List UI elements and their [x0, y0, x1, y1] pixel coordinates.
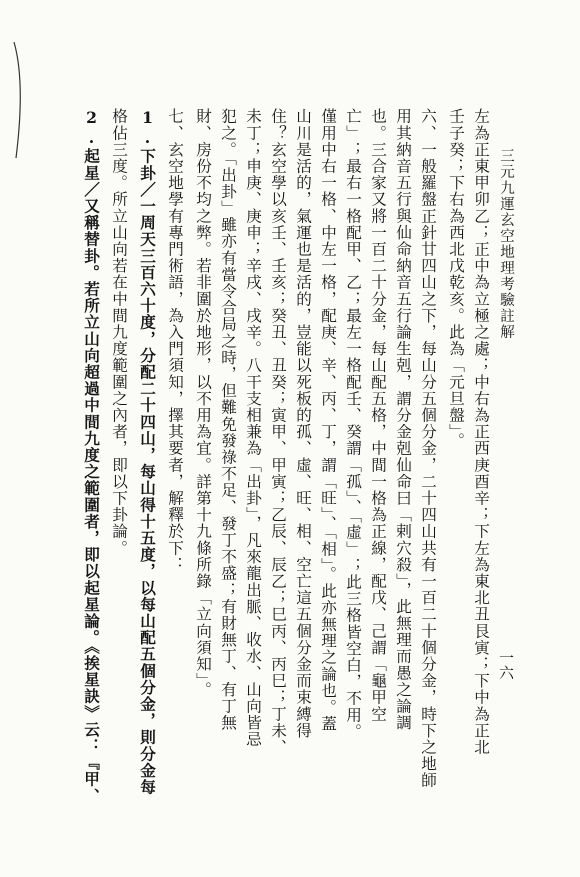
- text-column-13: 七、玄空地學有專門術語，為入門須知，擇其要者，解釋於下：: [166, 108, 184, 573]
- text-column-8: 山川是活的，氣運也是活的，豈能以死板的孤、虛、旺、相、空亡這五個分金而束縛得: [294, 108, 312, 739]
- text-column-12: 財、房份不均之弊。若非圍於地形，以不用為宜。詳第十九條所錄「立向須知」。: [194, 108, 212, 698]
- text-column-6: 亡」；最右一格配甲、乙；最左一格配壬、癸謂「孤」、「虛」；此三格皆空白，不用。: [344, 108, 362, 740]
- text-column-2: 壬子癸；下右為西北戊乾亥。此為「元旦盤」。: [447, 108, 465, 449]
- text-column-5: 也。三合家又將一百二十分金，每山配五格，中間一格為正線，配戊、己謂「龜甲空: [369, 108, 387, 723]
- text-column-9: 住？玄空學以亥壬、壬亥；癸丑、丑癸；寅甲、甲寅；乙辰、辰乙；巳丙、丙巳；丁未、: [269, 108, 287, 756]
- text-column-4: 用其納音五行與仙命納音五行論生剋，謂分金剋仙命曰「剌穴殺」，此無理而愚之論調: [394, 108, 412, 731]
- text-column-3: 六、一般羅盤正針廿四山之下，每山分五個分金，二十四山共有一百二十個分金，時下之地師: [419, 108, 437, 789]
- page-number: 一六: [497, 650, 515, 680]
- text-column-14: 1.下卦／一周天三百六十度，分配二十四山，每山得十五度，以每山配五個分金，則分金每: [138, 108, 157, 796]
- text-column-10: 未丁；申庚、庚申；辛戌、戌辛。八干支相兼為「出卦」，凡來龍出脈、收水、山向皆忌: [244, 108, 262, 748]
- text-column-16: 2.起星／又稱替卦。若所立山向超過中間九度之範圍者，即以起星論。《挨星訣》云：『甲、: [82, 108, 101, 805]
- text-column-15: 格佔三度。所立山向若在中間九度範圍之內者，即以下卦論。: [110, 108, 128, 557]
- text-column-1: 左為正東甲卯乙；正中為立極之處；中右為正西庚酉辛；下左為東北丑艮寅；下中為正北: [472, 108, 490, 756]
- text-column-11: 犯之。「出卦」雖亦有當令合局之時，但難免發祿不足、發丁不盛；有財無丁、有丁無: [219, 108, 237, 731]
- text-column-7: 僅用中右一格、中左一格，配庚、辛、丙、丁，謂「旺」、「相」。此亦無理之論也。蓋: [319, 108, 337, 732]
- running-header-title: 三元九運玄空地理考驗註解: [498, 148, 514, 340]
- margin-pencil-mark: [8, 40, 28, 160]
